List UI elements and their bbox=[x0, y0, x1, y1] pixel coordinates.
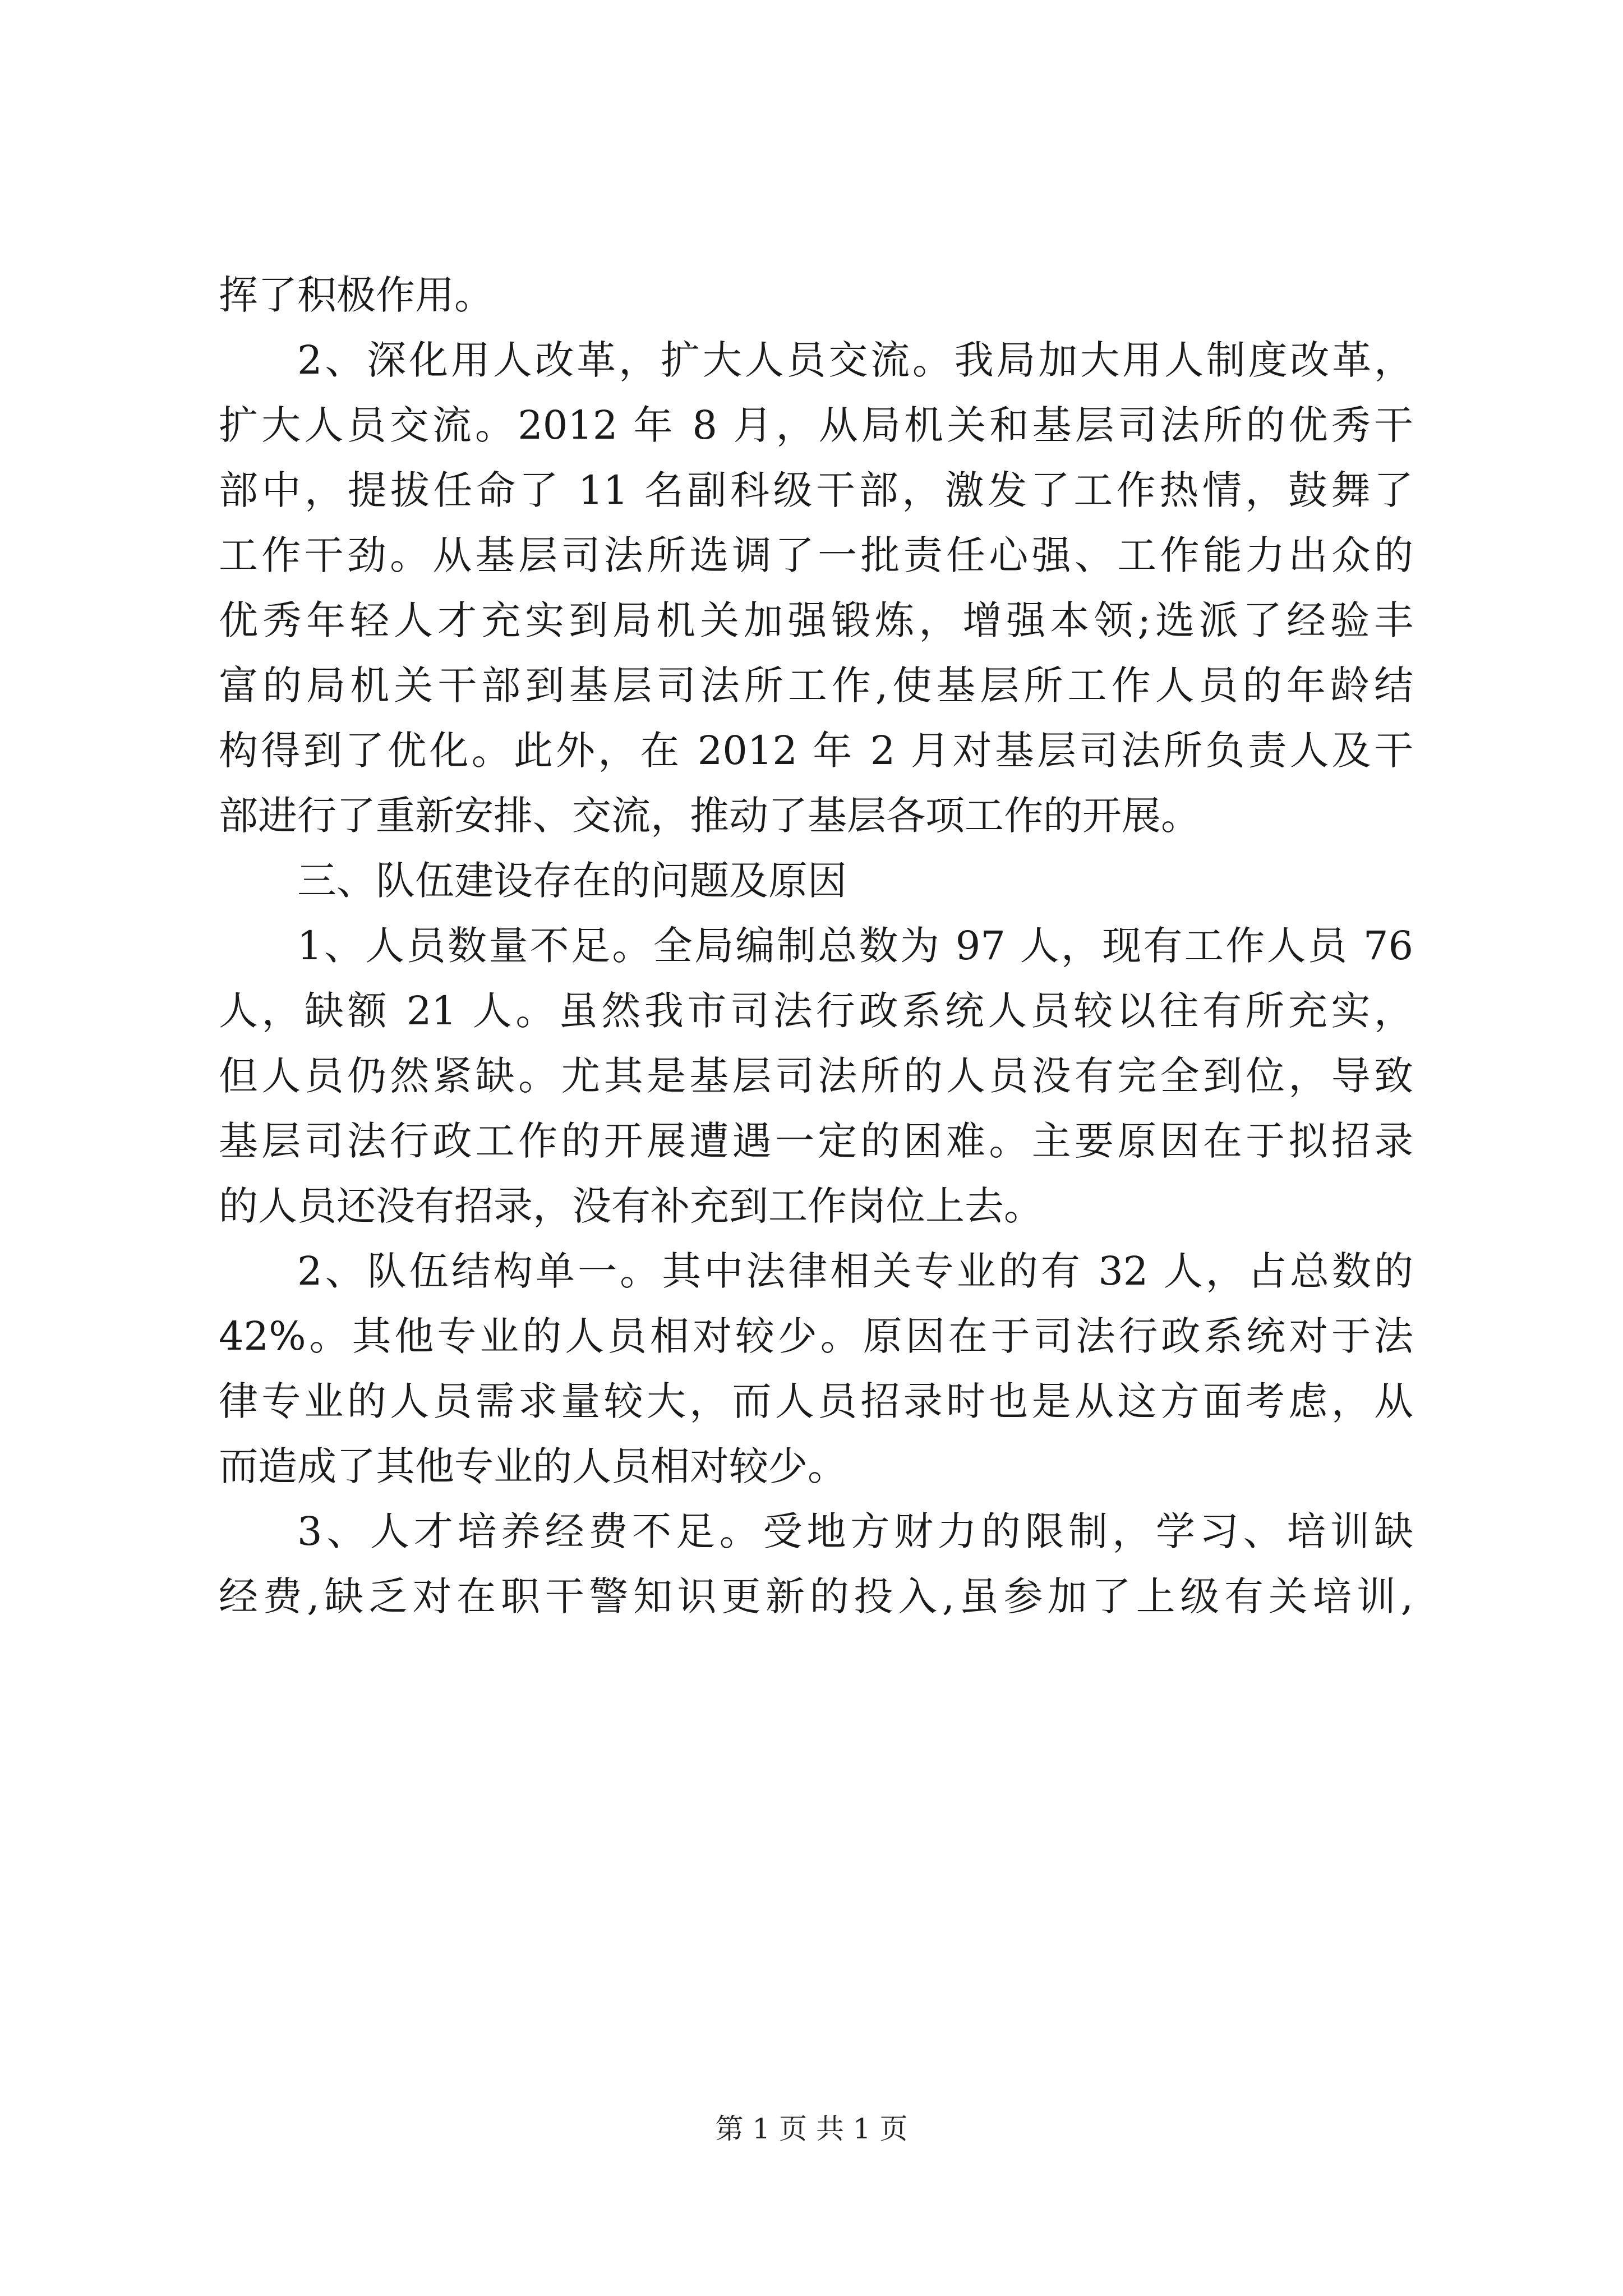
text-line: 2、队伍结构单一。其中法律相关专业的有 32 人，占总数的 bbox=[297, 1248, 1413, 1294]
text-line: 基层司法行政工作的开展遭遇一定的困难。主要原因在于拟招录 bbox=[219, 1118, 1413, 1164]
text-line: 优秀年轻人才充实到局机关加强锻炼，增强本领;选派了经验丰 bbox=[219, 597, 1413, 643]
text-line: 的人员还没有招录，没有补充到工作岗位上去。 bbox=[219, 1183, 1043, 1229]
text-line: 部中，提拔任命了 11 名副科级干部，激发了工作热情，鼓舞了 bbox=[219, 467, 1413, 513]
page-number-label: 第 1 页 共 1 页 bbox=[715, 2113, 908, 2145]
text-line: 3、人才培养经费不足。受地方财力的限制，学习、培训缺 bbox=[297, 1508, 1413, 1554]
text-line: 律专业的人员需求量较大，而人员招录时也是从这方面考虑，从 bbox=[219, 1378, 1413, 1424]
text-line: 扩大人员交流。2012 年 8 月，从局机关和基层司法所的优秀干 bbox=[219, 402, 1413, 448]
text-line: 1、人员数量不足。全局编制总数为 97 人，现有工作人员 76 bbox=[297, 923, 1413, 969]
section-heading: 三、队伍建设存在的问题及原因 bbox=[297, 858, 847, 904]
text-line: 2、深化用人改革，扩大人员交流。我局加大用人制度改革， bbox=[297, 337, 1413, 383]
text-line: 工作干劲。从基层司法所选调了一批责任心强、工作能力出众的 bbox=[219, 532, 1413, 578]
text-line: 经费,缺乏对在职干警知识更新的投入,虽参加了上级有关培训, bbox=[219, 1573, 1413, 1619]
text-line: 但人员仍然紧缺。尤其是基层司法所的人员没有完全到位，导致 bbox=[219, 1053, 1413, 1099]
text-line: 构得到了优化。此外，在 2012 年 2 月对基层司法所负责人及干 bbox=[219, 728, 1413, 774]
text-line: 42%。其他专业的人员相对较少。原因在于司法行政系统对于法 bbox=[219, 1313, 1413, 1359]
text-line: 挥了积极作用。 bbox=[219, 272, 494, 318]
text-line: 部进行了重新安排、交流，推动了基层各项工作的开展。 bbox=[219, 793, 1200, 839]
text-line: 人，缺额 21 人。虽然我市司法行政系统人员较以往有所充实， bbox=[219, 988, 1413, 1034]
text-line: 富的局机关干部到基层司法所工作,使基层所工作人员的年龄结 bbox=[219, 662, 1413, 708]
text-line: 而造成了其他专业的人员相对较少。 bbox=[219, 1443, 847, 1489]
document-body bbox=[219, 263, 1413, 1629]
page-footer bbox=[0, 2109, 1623, 2148]
